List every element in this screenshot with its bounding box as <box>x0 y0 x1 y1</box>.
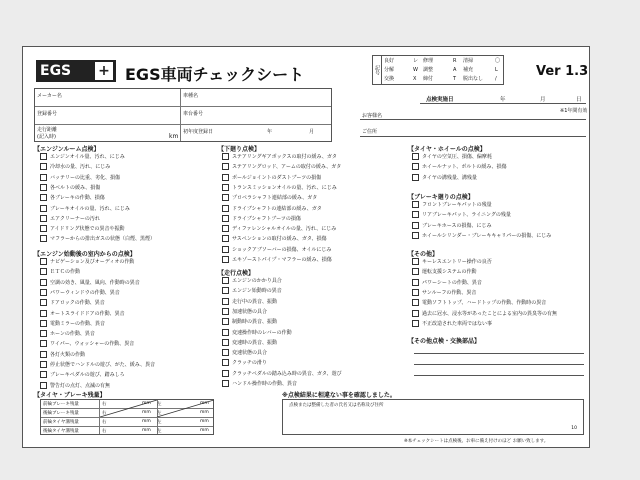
underbody-checkbox[interactable] <box>222 215 229 222</box>
underbody-item <box>222 153 337 162</box>
underbody-item <box>222 174 321 183</box>
engine-start-checkbox[interactable] <box>40 320 47 327</box>
underbody-item-label: ショックアブソーバーの損傷、オイルにじみ <box>232 246 332 253</box>
engine-start-item-label: ホーンの作動、異音 <box>50 331 95 338</box>
engine-room-item-label: 各ブレーキの作動、損傷 <box>50 195 105 202</box>
engine-start-checkbox[interactable] <box>40 279 47 286</box>
engine-start-checkbox[interactable] <box>40 268 47 275</box>
other-item-label: キーレスエントリー操作の良否 <box>422 259 492 265</box>
engine-start-item <box>40 330 95 339</box>
engine-room-item-label: マフラーからの排出ガスの状態（白煙、黒煙） <box>50 236 156 243</box>
legend-cell: 修理 <box>423 58 434 64</box>
engine-room-item <box>40 163 110 172</box>
brake-checkbox[interactable] <box>412 211 419 218</box>
legend-cell: X <box>413 76 417 82</box>
underbody-checkbox[interactable] <box>222 174 229 181</box>
engine-start-item <box>40 310 125 319</box>
engine-start-title: 【エンジン始動後の室内からの点検】 <box>34 251 136 258</box>
inspect-date-label: 点検実施日 <box>426 97 454 103</box>
tire-wheel-item-label: タイヤの空気圧、損傷、偏摩耗 <box>422 154 492 160</box>
driving-checkbox[interactable] <box>222 277 229 284</box>
engine-start-checkbox[interactable] <box>40 351 47 358</box>
driving-item <box>222 318 277 327</box>
engine-start-item-label: 警告灯の点灯、点滅の有無 <box>50 382 111 389</box>
driving-item-label: クラッチの滑り <box>232 360 267 367</box>
engine-start-item <box>40 289 120 298</box>
validity-note: ※1年間有効 <box>560 108 588 114</box>
engine-start-checkbox[interactable] <box>40 340 47 347</box>
other-title: 【その他】 <box>408 251 439 258</box>
mileage-sub-label: (記入時) <box>37 134 56 140</box>
legend-side-label: 記号 <box>373 56 382 84</box>
driving-item-label: 制動時の異音、振動 <box>232 319 278 326</box>
engine-room-item <box>40 194 105 203</box>
driving-item <box>222 287 282 296</box>
driving-checkbox[interactable] <box>222 359 229 366</box>
brake-item-label: ホイールシリンダー・ブレーキキャリパーの損傷、にじみ <box>422 232 552 239</box>
underbody-item-label: ステアリングギアボックスの取付の緩み、ガタ <box>232 154 337 160</box>
other-checkbox[interactable] <box>412 289 419 296</box>
tire-brake-mm1: mm <box>142 410 151 415</box>
frame-no-label: 車台番号 <box>183 111 204 117</box>
engine-room-checkbox[interactable] <box>40 215 47 222</box>
legend-cell: W <box>413 67 418 73</box>
km-unit: km <box>169 133 179 140</box>
underbody-checkbox[interactable] <box>222 194 229 201</box>
underbody-item-label: ディファレンシャルオイルの量、汚れ、にじみ <box>232 226 337 233</box>
engine-start-item <box>40 320 105 329</box>
brake-item-label: リアブレーキパット、ライニングの残量 <box>422 212 511 219</box>
driving-title: 【走行点検】 <box>218 270 255 277</box>
tire-brake-l: 左 <box>157 411 162 416</box>
legend-cell: 調整 <box>423 67 434 73</box>
engine-room-checkbox[interactable] <box>40 184 47 191</box>
other-item <box>412 320 492 329</box>
inspect-day-label: 日 <box>576 97 582 103</box>
driving-checkbox[interactable] <box>222 318 229 325</box>
underbody-checkbox[interactable] <box>222 246 229 253</box>
underbody-checkbox[interactable] <box>222 256 229 263</box>
engine-start-item <box>40 340 134 349</box>
egs-logo <box>36 60 116 82</box>
tire-brake-mm1: mm <box>142 419 151 424</box>
legend-cell: 締付 <box>423 76 434 82</box>
engine-room-checkbox[interactable] <box>40 153 47 160</box>
other-checkbox[interactable] <box>412 299 419 306</box>
underbody-item <box>222 215 301 224</box>
tire-brake-label: 後輪タイヤ溝残量 <box>43 429 79 434</box>
underbody-item <box>222 256 332 265</box>
engine-start-checkbox[interactable] <box>40 299 47 306</box>
engine-start-item-label: 各灯火類の作動 <box>50 351 86 358</box>
engine-start-item-label: 電動ミラーの作動、異音 <box>50 320 106 327</box>
underbody-item-label: ステアリングロッド、アームの取付の緩み、ガタ <box>232 164 342 171</box>
driving-item <box>222 298 277 307</box>
underbody-checkbox[interactable] <box>222 163 229 170</box>
address-label: ご住所 <box>362 129 378 135</box>
tire-wheel-title: 【タイヤ・ホイールの点検】 <box>408 146 486 153</box>
other-item-label: 電動ソフトトップ、ハードトップの作動、作動時の異音 <box>422 300 547 307</box>
underbody-item <box>222 235 327 244</box>
engine-room-item <box>40 225 124 234</box>
tire-brake-l: 左 <box>157 402 162 407</box>
tire-brake-r: 右 <box>102 429 107 434</box>
legend-cell: R <box>453 58 457 64</box>
logo-text: EGS <box>40 63 72 79</box>
driving-checkbox[interactable] <box>222 339 229 346</box>
underbody-item <box>222 163 341 172</box>
other-item <box>412 258 492 267</box>
engine-room-checkbox[interactable] <box>40 235 47 242</box>
page-number: 10 <box>571 426 577 431</box>
legend-cell: / <box>495 76 497 82</box>
driving-checkbox[interactable] <box>222 287 229 294</box>
other-item <box>412 289 476 298</box>
other-item <box>412 310 557 319</box>
tire-wheel-item-label: タイヤの溝残量、溝残量 <box>422 174 477 181</box>
underbody-item <box>222 184 337 193</box>
confirm-title: ※点検結果に相違ない事を確認しました。 <box>282 392 396 399</box>
engine-room-title: 【エンジンルーム点検】 <box>34 146 100 153</box>
other-item <box>412 279 482 288</box>
brake-checkbox[interactable] <box>412 222 419 229</box>
brake-checkbox[interactable] <box>412 232 419 239</box>
underbody-item-label: ボールジョイントのダストブーツの損傷 <box>232 174 322 181</box>
engine-room-item <box>40 153 125 162</box>
engine-room-item-label: エンジンオイル量、汚れ、にじみ <box>50 154 125 160</box>
logo-plus-icon: + <box>95 62 113 80</box>
underbody-checkbox[interactable] <box>222 153 229 160</box>
underbody-title: 【下廻り点検】 <box>218 146 261 153</box>
engine-start-item-label: 停止状態でハンドルの遊び、がた、緩み、異音 <box>50 362 156 368</box>
driving-item <box>222 308 267 317</box>
engine-room-item-label: バッテリーの比重、劣化、損傷 <box>50 174 121 181</box>
other-checkbox[interactable] <box>412 279 419 286</box>
engine-room-item <box>40 215 100 224</box>
engine-start-item-label: オートスライドドアの作動、異音 <box>50 310 125 317</box>
engine-start-item <box>40 361 155 370</box>
legend-cell: 補充 <box>463 67 474 73</box>
driving-checkbox[interactable] <box>222 298 229 305</box>
confirm-box <box>282 399 584 435</box>
tire-brake-label: 前輪ブレーキ残量 <box>43 402 79 407</box>
brake-item <box>412 201 492 210</box>
brake-title: 【ブレーキ廻りの点検】 <box>408 194 474 201</box>
brake-item-label: ブレーキホースの損傷、にじみ <box>422 222 492 229</box>
underbody-checkbox[interactable] <box>222 184 229 191</box>
other-checkbox[interactable] <box>412 258 419 265</box>
engine-start-item-label: ドアロックの作動、異音 <box>50 300 105 307</box>
legend-cell: 良好 <box>384 58 395 64</box>
other-check-title: 【その他点検・交換部品】 <box>408 338 481 345</box>
confirm-sub: 点検または整備した者の氏名又は名称及び住所 <box>289 403 384 408</box>
tire-brake-l: 左 <box>157 420 162 425</box>
other-item-label: 運転支援システムの作動 <box>422 269 477 276</box>
driving-item-label: 加速状態の具合 <box>232 308 268 315</box>
engine-room-item-label: アイドリング状態での異音や振動 <box>50 226 125 233</box>
underbody-item-label: ドライブシャフトブーツの損傷 <box>232 215 301 222</box>
brake-item-label: フロントブレーキパットの残量 <box>422 202 492 208</box>
legend-cell: レ <box>413 58 419 64</box>
driving-checkbox[interactable] <box>222 370 229 377</box>
driving-item <box>222 339 277 348</box>
version-label: Ver 1.3 <box>536 64 589 79</box>
tire-wheel-item <box>412 174 477 183</box>
tire-wheel-item-label: ホイールナット、ボルトの緩み、損傷 <box>422 164 507 171</box>
engine-start-checkbox[interactable] <box>40 371 47 378</box>
tire-brake-mm2: mm <box>200 419 209 424</box>
driving-item-label: 変速時の異音、振動 <box>232 339 278 346</box>
engine-room-item-label: ブレーキオイルの量、汚れ、にじみ <box>50 205 130 212</box>
page-title: EGS車両チェックシート <box>125 65 305 84</box>
engine-room-item <box>40 174 120 183</box>
underbody-item <box>222 194 317 203</box>
other-item-label: サンルーフの作動、異音 <box>422 289 477 296</box>
car-name-label: 車種名 <box>183 93 199 99</box>
engine-room-checkbox[interactable] <box>40 174 47 181</box>
legend-cell: 脱出なし <box>463 76 484 82</box>
driving-item <box>222 329 292 338</box>
tire-brake-r: 右 <box>102 402 107 407</box>
engine-room-item-label: 各ベルトの緩み、損傷 <box>50 184 101 191</box>
vehicle-info-table <box>34 88 332 142</box>
tire-wheel-checkbox[interactable] <box>412 174 419 181</box>
other-checkbox[interactable] <box>412 268 419 275</box>
driving-item <box>222 277 282 286</box>
legend-cell: 分解 <box>384 67 395 73</box>
legend-cell: 清掃 <box>463 58 474 64</box>
other-item <box>412 299 546 308</box>
driving-item <box>222 370 342 379</box>
tire-brake-mm2: mm <box>200 410 209 415</box>
underbody-item <box>222 225 336 234</box>
underbody-item-label: プロペラシャフト連結部の緩み、ガタ <box>232 195 318 202</box>
driving-item-label: 走行中の異音、振動 <box>232 298 278 305</box>
engine-room-item-label: 冷却水の量、汚れ、にじみ <box>50 164 111 171</box>
engine-start-checkbox[interactable] <box>40 330 47 337</box>
tire-wheel-item <box>412 153 492 162</box>
tire-brake-title: 【タイヤ・ブレーキ残量】 <box>34 392 106 399</box>
customer-label: お客様名 <box>362 113 383 119</box>
engine-start-checkbox[interactable] <box>40 310 47 317</box>
tire-brake-mm1: mm <box>142 428 151 433</box>
first-reg-label: 初年度登録日 <box>183 129 214 135</box>
engine-start-item-label: ＥＴＣの作動 <box>50 269 81 276</box>
driving-item-label: クラッチペダルの踏み込み時の異音、ガタ、遊び <box>232 370 342 377</box>
underbody-checkbox[interactable] <box>222 205 229 212</box>
engine-room-item <box>40 235 155 244</box>
year-label: 年 <box>267 129 273 135</box>
driving-checkbox[interactable] <box>222 349 229 356</box>
engine-start-item <box>40 371 125 380</box>
brake-item <box>412 232 551 241</box>
underbody-item-label: トランスミッションオイルの量、汚れ、にじみ <box>232 184 337 191</box>
driving-item-label: 変速状態の具合 <box>232 350 268 357</box>
engine-start-item <box>40 299 105 308</box>
engine-start-item-label: ブレーキペダルの遊び、踏みしろ <box>50 372 125 379</box>
engine-room-checkbox[interactable] <box>40 163 47 170</box>
engine-start-item-label: パワーウィンドウの作動、異音 <box>50 289 120 296</box>
inspect-year-label: 年 <box>500 97 506 103</box>
other-item <box>412 268 477 277</box>
engine-start-item <box>40 351 85 360</box>
tire-wheel-checkbox[interactable] <box>412 153 419 160</box>
brake-checkbox[interactable] <box>412 201 419 208</box>
mileage-label: 走行距離 <box>37 127 58 133</box>
engine-start-checkbox[interactable] <box>40 289 47 296</box>
tire-brake-mm2: mm <box>200 401 209 406</box>
engine-start-item-label: ナビゲーション及びオーディオの作動 <box>50 259 135 265</box>
tire-wheel-item <box>412 163 507 172</box>
driving-item <box>222 359 267 368</box>
footer-note: ※本チェックシートは点検後、お車に備え付けのほど お願い致します。 <box>404 439 549 444</box>
legend-cell: 〇 <box>495 58 501 64</box>
tire-brake-l: 左 <box>157 429 162 434</box>
underbody-checkbox[interactable] <box>222 235 229 242</box>
maker-label: メーカー名 <box>37 93 62 99</box>
driving-checkbox[interactable] <box>222 329 229 336</box>
month-label: 月 <box>309 129 315 135</box>
underbody-item-label: ドライブシャフトの連結部の緩み、ガタ <box>232 205 322 212</box>
tire-brake-mm1: mm <box>142 401 151 406</box>
engine-room-item-label: エアクリーナーの汚れ <box>50 215 100 222</box>
engine-start-item-label: ワイパー、ウォッシャーの作動、異音 <box>50 341 135 348</box>
tire-brake-r: 右 <box>102 411 107 416</box>
engine-room-item <box>40 184 100 193</box>
underbody-item <box>222 205 322 214</box>
underbody-checkbox[interactable] <box>222 225 229 232</box>
engine-room-item <box>40 205 130 214</box>
brake-item <box>412 222 492 231</box>
engine-start-item <box>40 279 140 288</box>
driving-checkbox[interactable] <box>222 380 229 387</box>
driving-item <box>222 349 267 358</box>
other-checkbox[interactable] <box>412 320 419 327</box>
driving-item-label: 変速操作時のレバーの作動 <box>232 329 292 336</box>
tire-brake-label: 前輪タイヤ溝残量 <box>43 420 79 425</box>
engine-start-item-label: 空調の効き、風量、風向、作動時の異音 <box>50 279 140 286</box>
underbody-item <box>222 246 331 255</box>
engine-start-checkbox[interactable] <box>40 258 47 265</box>
engine-room-checkbox[interactable] <box>40 194 47 201</box>
engine-room-checkbox[interactable] <box>40 225 47 232</box>
driving-item-label: エンジン始動時の異音 <box>232 288 282 295</box>
legend-cell: L <box>495 67 498 73</box>
inspect-month-label: 月 <box>540 97 546 103</box>
brake-item <box>412 211 511 220</box>
other-item-label: 過去に冠水、浸水等があったことによる室内の異臭等の有無 <box>422 310 557 317</box>
driving-item <box>222 380 297 389</box>
other-checkbox[interactable] <box>412 310 419 317</box>
engine-start-item <box>40 268 80 277</box>
engine-start-checkbox[interactable] <box>40 382 47 389</box>
engine-start-item <box>40 258 134 267</box>
reg-no-label: 登録番号 <box>37 111 58 117</box>
tire-brake-label: 後輪ブレーキ残量 <box>43 411 79 416</box>
engine-room-checkbox[interactable] <box>40 205 47 212</box>
underbody-item-label: エキゾーストパイプ・マフラーの緩み、損傷 <box>232 257 332 263</box>
legend-cell: 交換 <box>384 76 395 82</box>
tire-brake-mm2: mm <box>200 428 209 433</box>
driving-item-label: ハンドル操作時の作動、異音 <box>232 381 298 387</box>
engine-start-checkbox[interactable] <box>40 361 47 368</box>
legend-cell: T <box>453 76 457 82</box>
tire-wheel-checkbox[interactable] <box>412 163 419 170</box>
tire-brake-r: 右 <box>102 420 107 425</box>
other-item-label: パワーシートの作動、異音 <box>422 279 482 286</box>
other-item-label: 不正改造された車両ではない事 <box>422 320 493 327</box>
legend-box <box>372 55 504 85</box>
underbody-item-label: サスペンションの取付の緩み、ガタ、損傷 <box>232 236 327 243</box>
legend-cell: A <box>453 67 457 73</box>
driving-checkbox[interactable] <box>222 308 229 315</box>
driving-item-label: エンジンのかかり具合 <box>232 278 282 284</box>
